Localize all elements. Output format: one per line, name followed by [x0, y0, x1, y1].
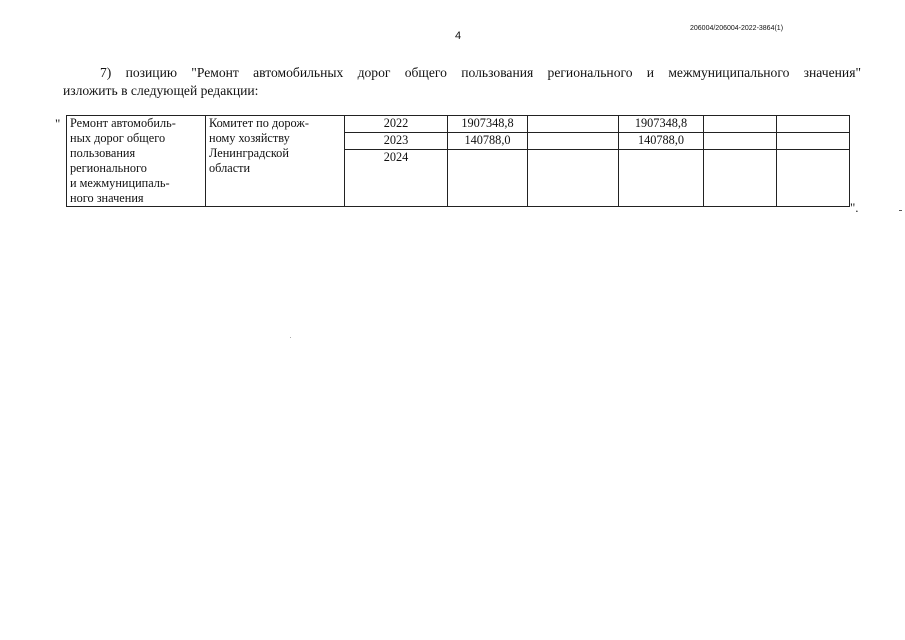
position-name-cell — [67, 116, 206, 207]
year-cell: 2022 — [345, 116, 448, 133]
paragraph-line-2: изложить в следующей редакции: — [63, 83, 259, 98]
document-id: 206004/206004-2022-3864(1) — [690, 25, 784, 32]
position-name-line: ных дорог общего — [70, 131, 166, 145]
amount-regional-cell: 140788,0 — [619, 133, 704, 150]
amount-other-cell — [777, 133, 850, 150]
table-row — [67, 116, 850, 133]
closing-quote: ". — [850, 200, 859, 215]
amount-local-cell — [704, 150, 777, 207]
amount-local-cell — [704, 116, 777, 133]
amount-total-cell: 1907348,8 — [448, 116, 528, 133]
position-name-line: и межмуниципаль- — [70, 176, 170, 190]
amendment-table — [66, 115, 850, 207]
position-name-line: Ремонт автомобиль- — [70, 116, 176, 130]
amount-other-cell — [777, 150, 850, 207]
paragraph-line-1: 7) позицию "Ремонт автомобильных дорог общего пользования регионального и межмуниципального значения" — [100, 65, 861, 80]
organization-line: ному хозяйству — [209, 131, 290, 145]
organization-line: Комитет по дорож- — [209, 116, 309, 130]
amount-total-cell: 140788,0 — [448, 133, 528, 150]
amount-total-cell — [448, 150, 528, 207]
amendment-paragraph — [63, 64, 861, 100]
scan-mark — [899, 210, 902, 211]
page-number: 4 — [455, 30, 462, 42]
year-cell: 2023 — [345, 133, 448, 150]
amount-federal-cell — [528, 133, 619, 150]
year-cell: 2024 — [345, 150, 448, 207]
organization-line: Ленинградской — [209, 146, 289, 160]
scan-speck — [290, 337, 291, 338]
amount-regional-cell — [619, 150, 704, 207]
amount-regional-cell: 1907348,8 — [619, 116, 704, 133]
amount-federal-cell — [528, 150, 619, 207]
amount-local-cell — [704, 133, 777, 150]
opening-quote: " — [55, 116, 61, 131]
amount-other-cell — [777, 116, 850, 133]
organization-cell — [206, 116, 345, 207]
position-name-line: пользования — [70, 146, 136, 160]
position-name-line: ного значения — [70, 191, 144, 205]
organization-line: области — [209, 161, 251, 175]
position-name-line: регионального — [70, 161, 147, 175]
amount-federal-cell — [528, 116, 619, 133]
